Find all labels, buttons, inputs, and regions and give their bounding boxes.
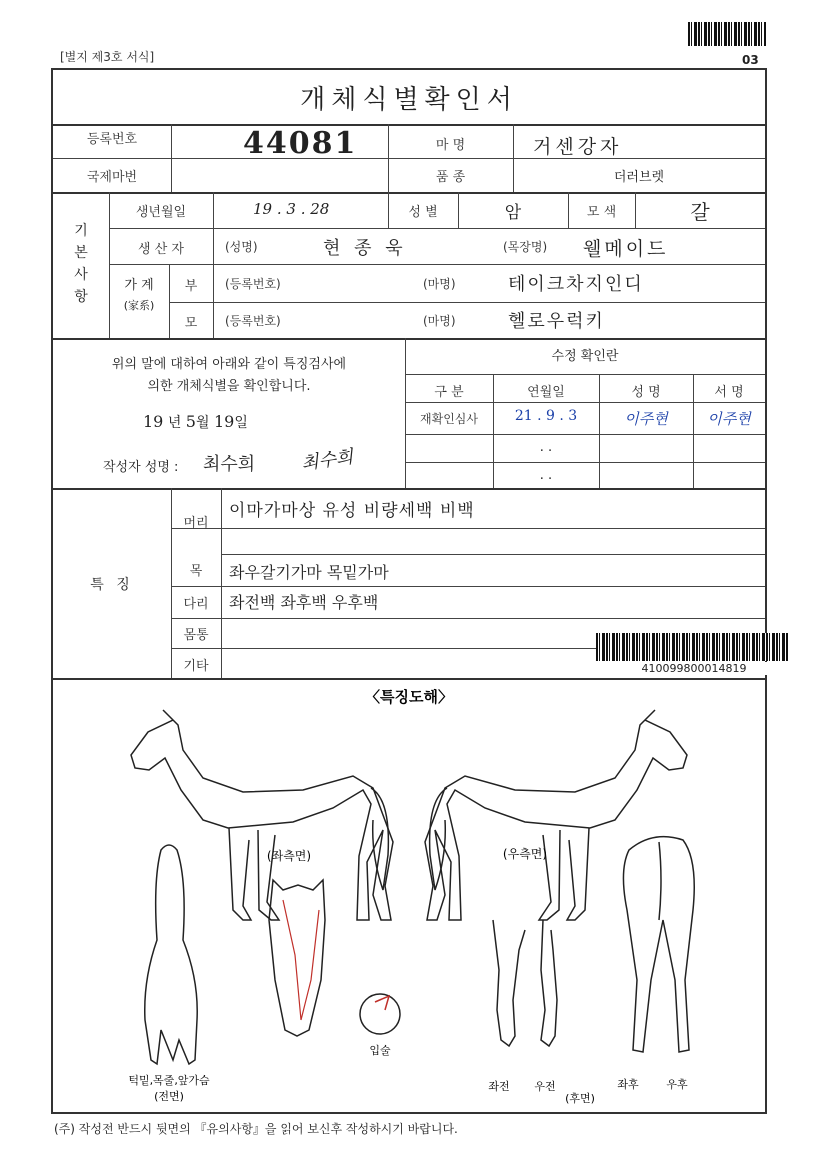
identification-form bbox=[51, 68, 767, 1114]
front-label: (전면) bbox=[154, 1090, 184, 1103]
dam-reg-label: (등록번호) bbox=[225, 314, 281, 328]
legs-value: 좌전백 좌후백 우후백 bbox=[229, 593, 379, 612]
left-side-horse bbox=[131, 710, 393, 920]
left-rear-label: 좌후 bbox=[617, 1078, 639, 1091]
birth-label: 생년월일 bbox=[135, 205, 187, 220]
page-code: 03 bbox=[742, 53, 759, 67]
sire-label: 부 bbox=[184, 279, 198, 294]
front-view bbox=[145, 845, 197, 1064]
breed-label: 품 종 bbox=[435, 170, 466, 185]
diagram-title: 〈특징도해〉 bbox=[365, 688, 453, 706]
confirm-text: 위의 말에 대하여 아래와 같이 특징검사에 의한 개체식별을 확인합니다. bbox=[111, 357, 347, 394]
reg-no-label: 등록번호 bbox=[86, 132, 138, 147]
horse-name-label: 마 명 bbox=[435, 138, 466, 153]
sire-reg-label: (등록번호) bbox=[225, 277, 281, 291]
farm-label: (목장명) bbox=[503, 240, 548, 254]
confirm-date: 19 년 5월 19일 bbox=[143, 412, 248, 431]
sex-label: 성 별 bbox=[408, 205, 438, 220]
form-title: 개체식별확인서 bbox=[53, 70, 765, 126]
writer-signature: 최수희 bbox=[300, 446, 355, 475]
left-front-label: 좌전 bbox=[488, 1080, 510, 1093]
producer-label: 생 산 자 bbox=[138, 242, 184, 257]
front-caption: 턱밑,목줄,앞가슴 bbox=[128, 1074, 210, 1087]
legs-label: 다리 bbox=[183, 597, 209, 612]
right-side-label: (우측면) bbox=[502, 847, 548, 861]
sire-name-value: 테이크차지인디 bbox=[508, 274, 644, 295]
rev-row2-date: . . bbox=[539, 440, 553, 455]
footer-note: (주) 작성전 반드시 뒷면의 『유의사항』을 읽어 보신후 작성하시기 바랍니다. bbox=[54, 1122, 458, 1136]
right-side-horse bbox=[425, 710, 687, 920]
basic-section-label: 기 본 사 항 bbox=[74, 223, 88, 305]
rear-label: (후면) bbox=[565, 1092, 595, 1105]
reg-no-value: 44081 bbox=[243, 126, 358, 161]
head-label: 머리 bbox=[183, 516, 209, 531]
writer-label: 작성자 성명 : bbox=[103, 460, 179, 475]
body-label: 몸통 bbox=[183, 628, 209, 643]
color-label: 모 색 bbox=[586, 205, 617, 220]
feature-diagram bbox=[53, 680, 765, 1112]
rev-row1-type: 재확인심사 bbox=[420, 412, 478, 426]
other-label: 기타 bbox=[183, 659, 209, 674]
form-reference: [별지 제3호 서식] bbox=[60, 50, 155, 64]
revision-title: 수정 확인란 bbox=[551, 349, 619, 364]
head-view bbox=[269, 880, 325, 1036]
dam-label: 모 bbox=[184, 316, 198, 331]
front-legs-view bbox=[493, 920, 557, 1046]
rev-col-type: 구 분 bbox=[434, 385, 464, 400]
owner-value: 현 종 욱 bbox=[323, 238, 407, 259]
pedigree-label: 가 계 (家系) bbox=[123, 278, 155, 312]
right-rear-label: 우후 bbox=[666, 1078, 688, 1091]
sex-value: 암 bbox=[504, 203, 522, 223]
top-barcode bbox=[688, 22, 766, 46]
rev-col-sign: 서 명 bbox=[714, 385, 744, 400]
rev-row3-date: . . bbox=[539, 468, 553, 483]
left-side-label: (좌측면) bbox=[266, 849, 312, 863]
sire-name-label: (마명) bbox=[423, 277, 456, 291]
neck-value: 좌우갈기가마 목밑가마 bbox=[229, 563, 389, 582]
neck-label: 목 bbox=[189, 564, 203, 579]
lips-label: 입술 bbox=[369, 1044, 391, 1057]
lips-view bbox=[360, 994, 400, 1034]
head-value: 이마가마상 유성 비량세백 비백 bbox=[229, 501, 475, 521]
dam-name-label: (마명) bbox=[423, 314, 456, 328]
barcode-sticker bbox=[596, 633, 788, 661]
rear-view bbox=[623, 837, 694, 1052]
rev-col-name: 성 명 bbox=[631, 385, 661, 400]
dam-name-value: 헬로우럭키 bbox=[508, 311, 605, 332]
breed-value: 더러브렛 bbox=[613, 170, 665, 185]
birth-value: 19 . 3 . 28 bbox=[253, 200, 330, 218]
writer-name: 최수희 bbox=[203, 454, 256, 475]
rev-row1-date: 21 . 9 . 3 bbox=[514, 408, 578, 424]
rev-col-date: 연월일 bbox=[527, 385, 565, 400]
features-section-label: 특 징 bbox=[90, 577, 134, 593]
farm-value: 웰메이드 bbox=[583, 238, 669, 260]
right-front-label: 우전 bbox=[534, 1080, 556, 1093]
color-value: 갈 bbox=[690, 200, 710, 224]
barcode-number: 410099800014819 bbox=[596, 662, 792, 675]
owner-label: (성명) bbox=[225, 240, 258, 254]
intl-no-label: 국제마번 bbox=[86, 170, 138, 185]
rev-row1-sign: 이주현 bbox=[707, 410, 751, 428]
horse-name-value: 거센강자 bbox=[533, 136, 623, 158]
rev-row1-name: 이주현 bbox=[624, 410, 668, 428]
